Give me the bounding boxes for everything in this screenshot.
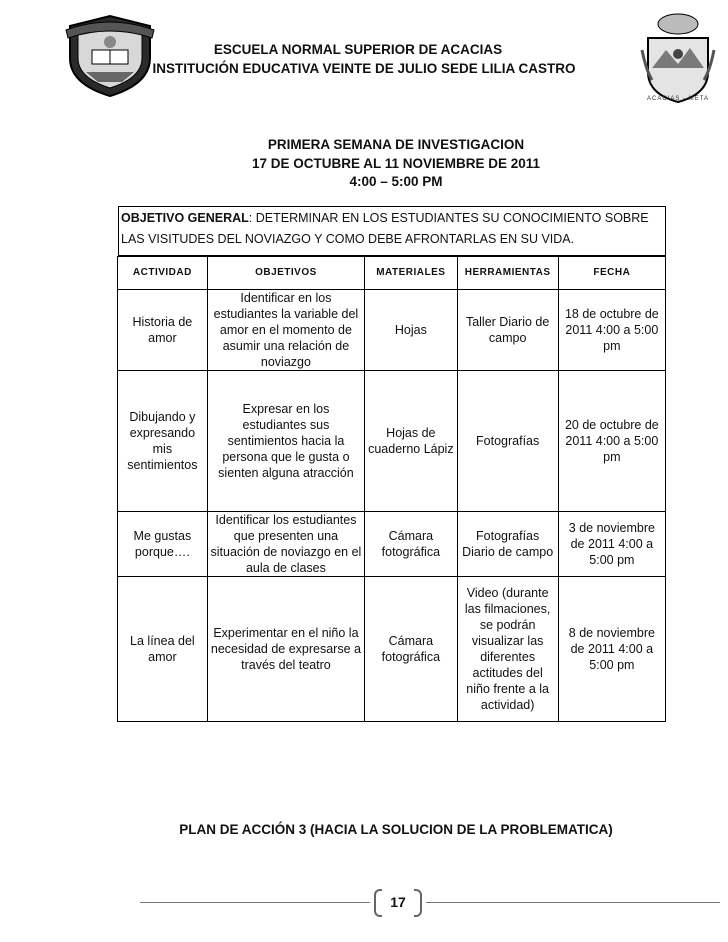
cell-actividad: Me gustas porque….: [118, 512, 208, 577]
cell-fecha: 3 de noviembre de 2011 4:00 a 5:00 pm: [558, 512, 665, 577]
date-range: 17 DE OCTUBRE AL 11 NOVIEMBRE DE 2011: [251, 156, 541, 171]
cell-actividad: Dibujando y expresando mis sentimientos: [118, 371, 208, 512]
page-number: 17: [370, 887, 426, 917]
research-week-title: PRIMERA SEMANA DE INVESTIGACION: [267, 137, 525, 152]
cell-fecha: 18 de octubre de 2011 4:00 a 5:00 pm: [558, 290, 665, 371]
institution-name: INSTITUCIÓN EDUCATIVA VEINTE DE JULIO SEDE LILIA CASTRO: [152, 61, 576, 76]
institution-shield-logo: [640, 10, 716, 106]
header-materiales: MATERIALES: [365, 257, 457, 290]
cell-herramientas: Taller Diario de campo: [457, 290, 558, 371]
cell-actividad: Historia de amor: [118, 290, 208, 371]
activity-table: [117, 256, 666, 722]
school-name: ESCUELA NORMAL SUPERIOR DE ACACIAS: [213, 42, 503, 57]
cell-materiales: Hojas: [365, 290, 457, 371]
cell-herramientas: Video (durante las filmaciones, se podrán visualizar las diferentes actitudes del niño frente a la actividad): [457, 577, 558, 722]
cell-objetivos: Experimentar en el niño la necesidad de expresarse a través del teatro: [207, 577, 364, 722]
cell-actividad: La línea del amor: [118, 577, 208, 722]
general-objective: [118, 206, 666, 256]
table-row: [118, 577, 666, 722]
cell-fecha: 20 de octubre de 2011 4:00 a 5:00 pm: [558, 371, 665, 512]
table-row: [118, 371, 666, 512]
cell-herramientas: Fotografías Diario de campo: [457, 512, 558, 577]
time-range: 4:00 – 5:00 PM: [349, 174, 443, 189]
cell-materiales: Hojas de cuaderno Lápiz: [365, 371, 457, 512]
objective-label: OBJETIVO GENERAL: [121, 211, 249, 225]
cell-objetivos: Identificar en los estudiantes la variable del amor en el momento de asumir una relación de noviazgo: [207, 290, 364, 371]
header-objetivos: OBJETIVOS: [207, 257, 364, 290]
table-row: [118, 512, 666, 577]
header-actividad: ACTIVIDAD: [118, 257, 208, 290]
cell-materiales: Cámara fotográfica: [365, 512, 457, 577]
footer-divider: [140, 902, 720, 903]
cell-fecha: 8 de noviembre de 2011 4:00 a 5:00 pm: [558, 577, 665, 722]
header-fecha: FECHA: [558, 257, 665, 290]
cell-materiales: Cámara fotográfica: [365, 577, 457, 722]
cell-objetivos: Expresar en los estudiantes sus sentimientos hacia la persona que le gusta o sienten alguna atracción: [207, 371, 364, 512]
table-header-row: [118, 257, 666, 290]
table-row: [118, 290, 666, 371]
header-herramientas: HERRAMIENTAS: [457, 257, 558, 290]
cell-objetivos: Identificar los estudiantes que presenten una situación de noviazgo en el aula de clases: [207, 512, 364, 577]
cell-herramientas: Fotografías: [457, 371, 558, 512]
right-logo-caption: ACACIAS - META: [647, 96, 709, 102]
objective-text: : DETERMINAR EN LOS ESTUDIANTES SU CONOCIMIENTO SOBRE LAS VISITUDES DEL NOVIAZGO Y COMO DEBE AFRONTARLAS EN SU VIDA.: [121, 211, 649, 246]
action-plan-title: PLAN DE ACCIÓN 3 (HACIA LA SOLUCION DE LA PROBLEMATICA): [179, 822, 613, 837]
